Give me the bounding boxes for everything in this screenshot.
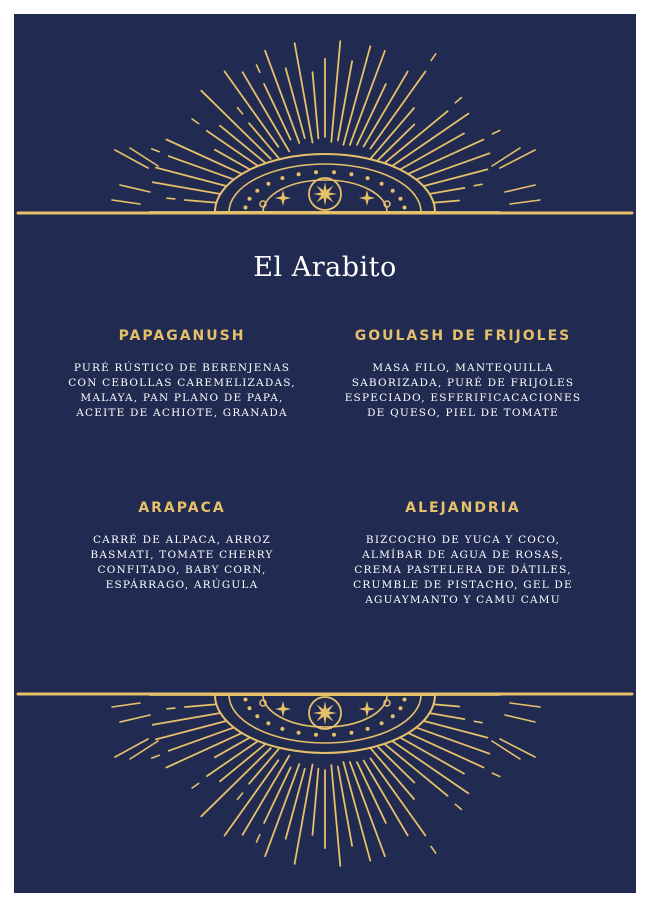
sun-ray xyxy=(238,108,243,114)
sun-dot xyxy=(366,727,370,731)
sun-ray xyxy=(343,762,370,861)
sun-ray xyxy=(115,150,148,168)
sun-dot xyxy=(399,706,403,710)
sun-dot xyxy=(332,733,336,737)
dish-description: CARRÉ DE ALPACA, ARROZ BASMATI, TOMATE CHERRY CONFITADO, BABY CORN, ESPÁRRAGO, ARÚGULA xyxy=(90,534,274,591)
sun-ray xyxy=(257,835,260,842)
sun-ray xyxy=(389,114,468,169)
sun-ray xyxy=(331,765,340,866)
sun-ray xyxy=(167,708,175,709)
sun-dot xyxy=(391,189,395,193)
sun-dot xyxy=(280,727,284,731)
sun-ray xyxy=(295,765,313,864)
sun-ray xyxy=(492,148,520,166)
sun-dot xyxy=(399,197,403,201)
sun-dot xyxy=(332,170,336,174)
sun-ray xyxy=(313,769,319,835)
dish-name: GOULASH DE FRIJOLES xyxy=(354,328,572,344)
sun-dot xyxy=(297,731,301,735)
sunburst-ornament-bottom xyxy=(0,677,650,907)
sun-ray xyxy=(120,715,150,722)
sun-dot xyxy=(349,731,353,735)
sun-ray xyxy=(379,111,448,167)
sun-dot xyxy=(314,170,318,174)
dish-description: MASA FILO, MANTEQUILLA SABORIZADA, PURÉ DE FRIJOLES ESPECIADO, ESFERIFICACACIONES DE QUESO, PIEL DE TOMATE xyxy=(344,362,582,419)
sun-ray xyxy=(313,72,319,138)
star-icon xyxy=(313,182,337,206)
sun-dot xyxy=(297,172,301,176)
sun-dot xyxy=(280,176,284,180)
sun-dot xyxy=(403,698,407,702)
sun-ray xyxy=(152,755,160,758)
sun-ray xyxy=(343,46,370,145)
sun-dot xyxy=(380,182,384,186)
sun-ray xyxy=(455,98,461,103)
sun-dot xyxy=(403,206,407,210)
sun-ray xyxy=(492,773,499,776)
sun-ray xyxy=(474,184,482,185)
dish-name: ALEJANDRIA xyxy=(405,500,521,516)
sun-ray xyxy=(130,148,158,166)
restaurant-title: El Arabito xyxy=(253,252,397,283)
sun-ray xyxy=(492,131,499,134)
sun-ray xyxy=(431,54,436,61)
dish-goulash-de-frijoles xyxy=(328,328,598,421)
dish-arapaca xyxy=(47,500,317,593)
sun-ray xyxy=(500,739,535,757)
sun-dot xyxy=(266,721,270,725)
sun-ray xyxy=(510,200,540,204)
sun-ray xyxy=(192,783,199,788)
sun-dot xyxy=(248,197,252,201)
dish-name: PAPAGANUSH xyxy=(118,328,246,344)
sun-dot xyxy=(391,714,395,718)
sun-dot xyxy=(380,721,384,725)
sun-ray xyxy=(431,847,436,854)
sun-ray xyxy=(371,749,414,799)
sun-ray xyxy=(364,72,408,147)
dish-alejandria xyxy=(328,500,598,608)
sun-ray xyxy=(112,703,140,707)
sun-dot xyxy=(266,182,270,186)
sun-ray xyxy=(338,61,352,140)
sun-ray xyxy=(295,43,313,142)
sun-dot xyxy=(314,733,318,737)
sun-ray xyxy=(338,767,352,846)
sun-ray xyxy=(492,741,520,759)
sunburst-ornament-top xyxy=(0,0,650,230)
sun-dot xyxy=(255,189,259,193)
star-icon xyxy=(313,701,337,725)
sun-ray xyxy=(130,741,158,759)
sun-dot xyxy=(349,172,353,176)
sun-ray xyxy=(120,185,150,192)
dish-description: PURÉ RÚSTICO DE BERENJENAS CON CEBOLLAS CAREMELIZADAS, MALAYA, PAN PLANO DE PAPA, ACEITE DE ACHIOTE, GRANADA xyxy=(68,362,296,419)
dish-papaganush xyxy=(47,328,317,421)
sun-ray xyxy=(505,715,535,722)
sun-ray xyxy=(238,793,243,799)
sun-ray xyxy=(364,761,408,836)
sun-ray xyxy=(371,108,414,158)
sun-dot xyxy=(248,706,252,710)
sun-ray xyxy=(474,721,482,722)
dish-description: BIZCOCHO DE YUCA Y COCO, ALMÍBAR DE AGUA DE ROSAS, CREMA PASTELERA DE DÁTILES, CRUMBLE DE PISTACHO, GEL DE AGUAYMANTO Y CAMU CAMU xyxy=(353,534,573,606)
sun-dot xyxy=(244,698,248,702)
sun-ray xyxy=(167,198,175,199)
sun-ray xyxy=(500,150,535,168)
sun-ray xyxy=(379,740,448,796)
sun-ray xyxy=(152,149,160,152)
sun-ray xyxy=(192,119,199,124)
sun-ray xyxy=(331,41,340,142)
sun-ray xyxy=(257,65,260,72)
sun-ray xyxy=(455,804,461,809)
sun-dot xyxy=(244,206,248,210)
sun-ray xyxy=(505,185,535,192)
sun-dot xyxy=(255,714,259,718)
sun-ray xyxy=(115,739,148,757)
sun-ray xyxy=(243,756,290,835)
sun-ray xyxy=(389,739,468,794)
sun-ray xyxy=(112,200,140,204)
dish-name: ARAPACA xyxy=(138,500,226,516)
sun-ray xyxy=(510,703,540,707)
sun-ray xyxy=(243,72,290,151)
sun-dot xyxy=(366,176,370,180)
